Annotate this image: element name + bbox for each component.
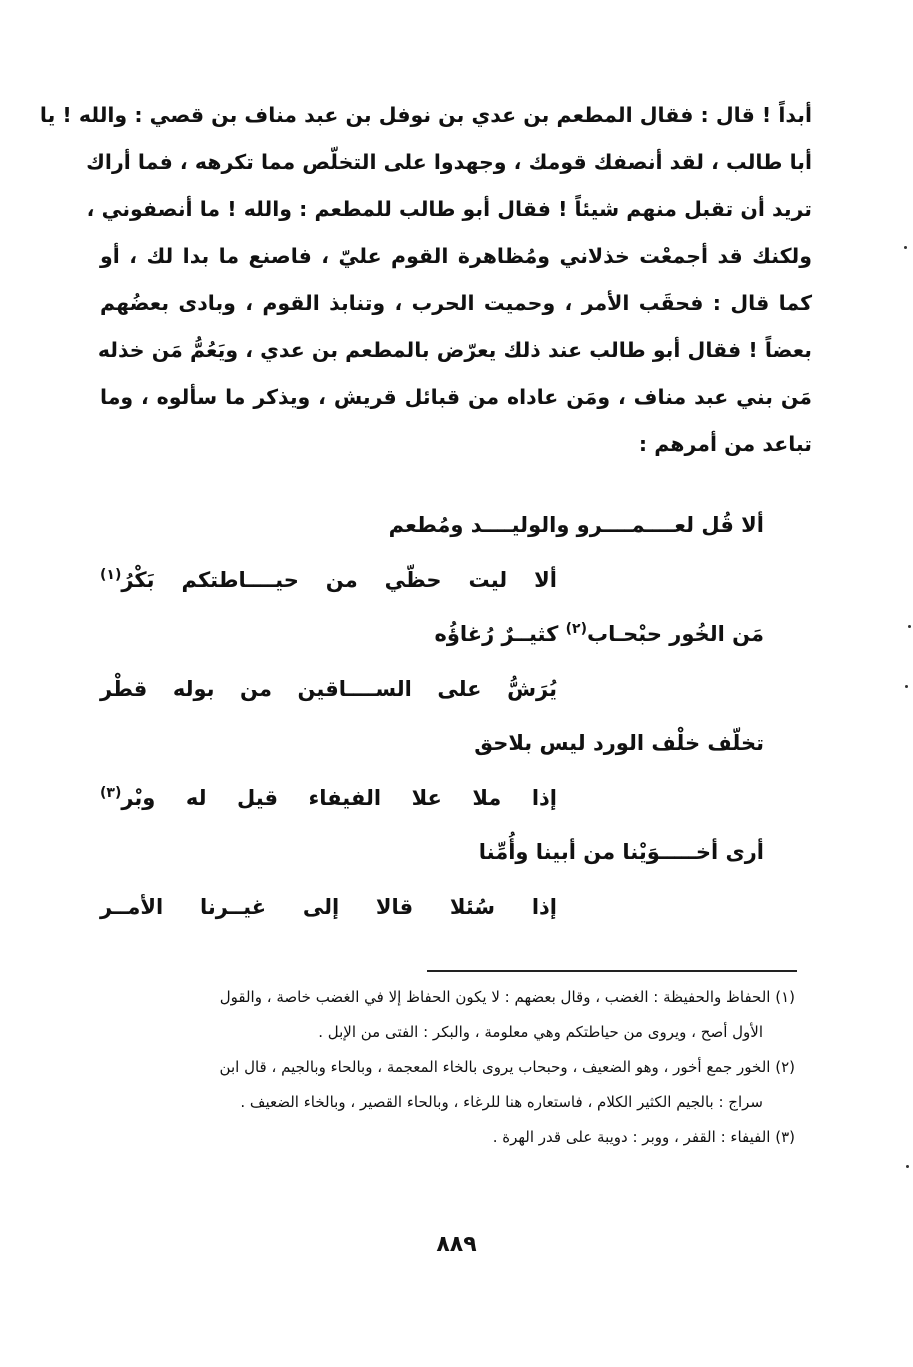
- verse-text: ألا قُل لعــــمــــرو والوليــــد ومُطعم: [388, 513, 764, 537]
- verse-text: [100, 771, 557, 826]
- footnote-line: (٣) الفيفاء : القفر ، ووبر : دويبة على قدر الهرة .: [492, 1128, 795, 1146]
- verse-text: أرى أخـــــوَيْنا من أبينا وأُمِّنا: [478, 840, 764, 864]
- footnote-line: (١) الحفاظ والحفيظة : الغضب ، وقال بعضهم : لا يكون الحفاظ إلا في الغضب خاصة ، والقول: [219, 988, 795, 1006]
- prose-line: أبا طالب ، لقد أنصفك قومك ، وجهدوا على التخلّص مما تكرهه ، فما أراك: [86, 150, 812, 174]
- footnotes: [105, 980, 795, 1155]
- prose-line: أبداً ! قال : فقال المطعم بن عدي بن نوفل بن عبد مناف بن قصي : والله ! يا: [39, 103, 812, 127]
- verse-line: [100, 662, 557, 717]
- verse-text: [100, 553, 557, 608]
- prose-line: مَن بني عبد مناف ، ومَن عاداه من قبائل قريش ، ويذكر ما سألوه ، وما: [100, 385, 812, 409]
- footnote-line: سراج : بالجيم الكثير الكلام ، فاستعاره هنا للرغاء ، وبالحاء القصير ، وبالخاء الضعيف .: [240, 1093, 763, 1111]
- verse-line: [100, 607, 764, 662]
- footnote-separator: [427, 970, 797, 972]
- footnote-line: (٢) الخور جمع أخور ، وهو الضعيف ، وحبحاب يروى بالخاء المعجمة ، وبالحاء وبالجيم ، قال ابن: [219, 1058, 795, 1076]
- footnote-line: الأول أصح ، ويروى من حياطتكم وهي معلومة ، والبكر : الفتى من الإبل .: [318, 1023, 763, 1041]
- footnote-marker: (٣): [100, 784, 122, 801]
- verse-line: [100, 498, 764, 553]
- prose-line: ولكنك قد أجمعْت خذلاني ومُظاهرة القوم عليّ ، فاصنع ما بدا لك ، أو: [100, 244, 812, 268]
- scan-speck: [905, 685, 908, 688]
- verse-text: إذا سُئلا قالا إلى غيــرنا الأمــر: [100, 894, 557, 919]
- prose-line: كما قال : فحقَب الأمر ، وحميت الحرب ، وتنابذ القوم ، وبادى بعضُهم: [100, 291, 812, 315]
- verse-text-part: إذا ملا علا الفيفاء قيل له وبْر: [121, 785, 557, 810]
- prose-line: بعضاً ! فقال أبو طالب عند ذلك يعرّض بالمطعم بن عدي ، ويَعُمُّ مَن خذله: [97, 338, 812, 362]
- verse-text: تخلّف خلْف الورد ليس بلاحق: [474, 731, 764, 755]
- verse-line: [100, 553, 557, 608]
- prose-line: تريد أن تقبل منهم شيئاً ! فقال أبو طالب للمطعم : والله ! ما أنصفوني ،: [86, 197, 812, 221]
- verse-text: [434, 607, 764, 662]
- verse-line: [100, 716, 764, 771]
- verse-text-part: كثيــرٌ رُغاؤُه: [434, 622, 566, 646]
- poem: [100, 498, 812, 934]
- scan-speck: [906, 1165, 909, 1168]
- verse-text: يُرَشُّ على الســــاقين من بوله قطْر: [100, 676, 557, 701]
- verse-text-part: مَن الخُور حبْحـاب: [586, 622, 764, 646]
- scan-speck: [904, 246, 907, 249]
- prose-line: تباعد من أمرهم :: [638, 432, 812, 456]
- verse-text-part: ألا ليت حظّي من حيــــاطتكم بَكْرُ: [121, 567, 557, 592]
- verse-line: [100, 771, 557, 826]
- verse-line: [100, 880, 557, 935]
- footnote-marker: (٢): [565, 621, 587, 637]
- scan-speck: [908, 625, 911, 628]
- prose-paragraph: [39, 92, 812, 468]
- verse-line: [100, 825, 764, 880]
- footnote-marker: (١): [100, 566, 122, 583]
- page-number: ٨٨٩: [436, 1232, 477, 1257]
